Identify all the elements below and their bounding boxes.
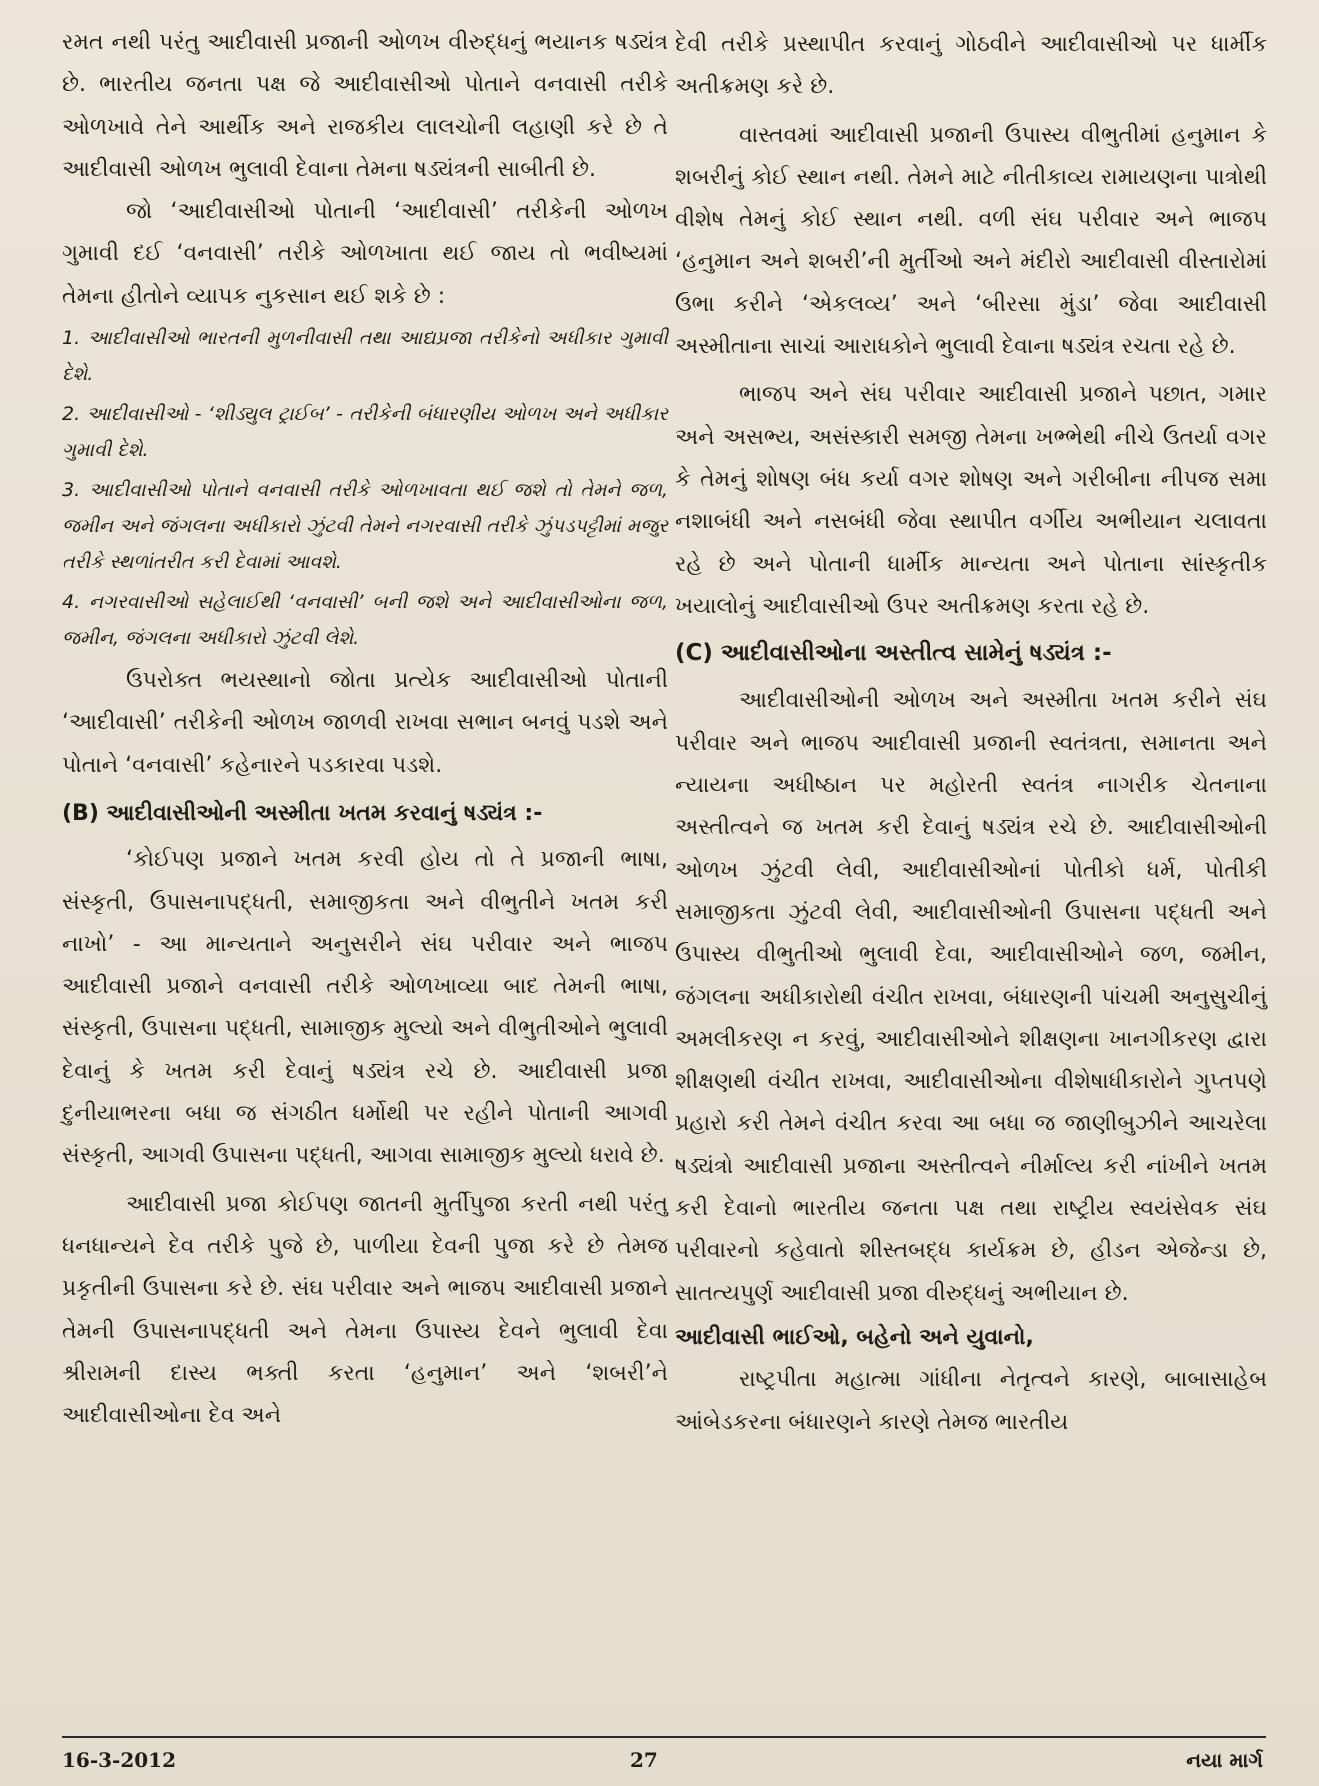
list-item: 4. નગરવાસીઓ સહેલાઈથી ‘વનવાસી’ બની જશે અને આદીવાસીઓના જળ, જમીન, જંગલના અધીકારો ઝુંટવી લેશે. (62, 591, 668, 650)
footer-date: 16-3-2012 (62, 1748, 177, 1772)
paragraph: જો ‘આદીવાસીઓ પોતાની ‘આદીવાસી’ તરીકેની ઓળખ ગુમાવી દઈ ‘વનવાસી’ તરીકે ઓળખાતા થઈ જાય તો ભવીષ્યમાં તેમના હીતોને વ્યાપક નુકસાન થઈ શકે છે : (62, 199, 668, 309)
paragraph: વાસ્તવમાં આદીવાસી પ્રજાની ઉપાસ્ય વીભુતીમાં હનુમાન કે શબરીનું કોઈ સ્થાન નથી. તેમને માટે નીતીકાવ્ય રામાયણના પાત્રોથી વીશેષ તેમનું કોઈ સ્થાન નથી. વળી સંઘ પરીવાર અને ભાજપ ‘હનુમાન અને શબરી’ની મુર્તીઓ અને મંદીરો આદીવાસી વીસ્તારોમાં ઉભા કરીને ‘એકલવ્ય’ અને ‘બીરસા મુંડા’ જેવા આદીવાસી અસ્મીતાના સાચાં આરાધકોને ભુલાવી દેવાના ષડ્યંત્ર રચતા રહે છે. (675, 122, 1267, 360)
footer-divider (62, 1736, 1266, 1738)
left-column (62, 22, 668, 1437)
paragraph: ભાજપ અને સંઘ પરીવાર આદીવાસી પ્રજાને પછાત, ગમાર અને અસભ્ય, અસંસ્કારી સમજી તેમના ખભ્ભેથી નીચે ઉતર્યા વગર કે તેમનું શોષણ બંધ કર્યા વગર શોષણ અને ગરીબીના નીપજ સમા નશાબંધી અને નસબંધી જેવા સ્થાપીત વર્ગીય અભીયાન ચલાવતા રહે છે અને પોતાની ધાર્મીક માન્યતા અને પોતાના સાંસ્કૃતીક ખયાલોનું આદીવાસીઓ ઉપર અતીક્રમણ કરતા રહે છે. (675, 382, 1267, 619)
paragraph: આદીવાસી પ્રજા કોઈપણ જાતની મુર્તીપુજા કરતી નથી પરંતુ ધનધાન્યને દેવ તરીકે પુજે છે, પાળીયા દેવની પુજા કરે છે તેમજ પ્રકૃતીની ઉપાસના કરે છે. સંઘ પરીવાર અને ભાજપ આદીવાસી પ્રજાને તેમની ઉપાસનાપદ્ધતી અને તેમના ઉપાસ્ય દેવને ભુલાવી દેવા શ્રીરામની દાસ્ય ભક્તી કરતા ‘હનુમાન’ અને ‘શબરી’ને આદીવાસીઓના દેવ અને (62, 1191, 668, 1429)
numbered-list (62, 320, 668, 656)
page-number: 27 (630, 1748, 658, 1772)
section-heading-c: (C) આદીવાસીઓના અસ્તીત્વ સામેનું ષડ્યંત્ર :- (675, 640, 1112, 667)
paragraph: રમત નથી પરંતુ આદીવાસી પ્રજાની ઓળખ વીરુદ્ધનું ભયાનક ષડ્યંત્ર છે. ભારતીય જનતા પક્ષ જે આદીવાસીઓ પોતાને વનવાસી તરીકે ઓળખાવે તેને આર્થીક અને રાજકીય લાલચોની લહાણી કરે છે તે આદીવાસી ઓળખ ભુલાવી દેવાના તેમના ષડ્યંત્રની સાબીતી છે. (62, 30, 668, 182)
right-column (675, 24, 1267, 1444)
paragraph: દેવી તરીકે પ્રસ્થાપીત કરવાનું ગોઠવીને આદીવાસીઓ પર ધાર્મીક અતીક્રમણ કરે છે. (675, 32, 1267, 100)
publication-name: નયા માર્ગ (1186, 1748, 1263, 1772)
paragraph: આદીવાસીઓની ઓળખ અને અસ્મીતા ખતમ કરીને સંઘ પરીવાર અને ભાજપ આદીવાસી પ્રજાની સ્વતંત્રતા, સમાનતા અને ન્યાયના અધીષ્ઠાન પર મહોરતી સ્વતંત્ર નાગરીક ચેતનાના અસ્તીત્વને જ ખતમ કરી દેવાનું ષડ્યંત્ર રચે છે. આદીવાસીઓની ઓળખ ઝુંટવી લેવી, આદીવાસીઓનાં પોતીકો ધર્મ, પોતીકી સમાજીકતા ઝુંટવી લેવી, આદીવાસીઓની ઉપાસના પદ્ધતી અને ઉપાસ્ય વીભુતીઓ ભુલાવી દેવા, આદીવાસીઓને જળ, જમીન, જંગલના અધીકારોથી વંચીત રાખવા, બંધારણની પાંચમી અનુસુચીનું અમલીકરણ ન કરવું, આદીવાસીઓને શીક્ષણના ખાનગીકરણ દ્વારા શીક્ષણથી વંચીત રાખવા, આદીવાસીઓના વીશેષાધીકારોને ગુપ્તપણે પ્રહારો કરી તેમને વંચીત કરવા આ બધા જ જાણીબુઝીને આચરેલા ષડ્યંત્રો આદીવાસી પ્રજાના અસ્તીત્વને નીર્માલ્ય કરી નાંખીને ખતમ કરી દેવાનો ભારતીય જનતા પક્ષ તથા રાષ્ટ્રીય સ્વયંસેવક સંઘ પરીવારનો કહેવાતો શીસ્તબદ્ધ કાર્યક્રમ છે, હીડન એજેન્ડા છે, સાતત્યપુર્ણ આદીવાસી પ્રજા વીરુદ્ધનું અભીયાન છે. (675, 688, 1267, 1306)
salutation: આદીવાસી ભાઈઓ, બહેનો અને યુવાનો, (675, 1324, 1034, 1350)
paragraph: રાષ્ટ્રપીતા મહાત્મા ગાંધીના નેતૃત્વને કારણે, બાબાસાહેબ આંબેડકરના બંધારણને કારણે તેમજ ભારતીય (675, 1367, 1267, 1435)
section-heading-b: (B) આદીવાસીઓની અસ્મીતા ખતમ કરવાનું ષડ્યંત્ર :- (62, 800, 543, 826)
list-item: 2. આદીવાસીઓ - ‘શીડ્યુલ ટ્રાઈબ’ - તરીકેની બંધારણીય ઓળખ અને અધીકાર ગુમાવી દેશે. (62, 403, 668, 462)
list-item: 3. આદીવાસીઓ પોતાને વનવાસી તરીકે ઓળખાવતા થઈ જશે તો તેમને જળ, જમીન અને જંગલના અધીકારો ઝુંટવી તેમને નગરવાસી તરીકે ઝુંપડપટ્ટીમાં મજુર તરીકે સ્થળાંતરીત કરી દેવામાં આવશે. (62, 479, 668, 574)
paragraph: ‘કોઈપણ પ્રજાને ખતમ કરવી હોય તો તે પ્રજાની ભાષા, સંસ્કૃતી, ઉપાસનાપદ્ધતી, સમાજીકતા અને વીભુતીને ખતમ કરી નાખો’ - આ માન્યતાને અનુસરીને સંઘ પરીવાર અને ભાજપ આદીવાસી પ્રજાને વનવાસી તરીકે ઓળખાવ્યા બાદ તેમની ભાષા, સંસ્કૃતી, ઉપાસના પદ્ધતી, સામાજીક મુલ્યો અને વીભુતીઓને ભુલાવી દેવાનું કે ખતમ કરી દેવાનું ષડ્યંત્ર રચે છે. આદીવાસી પ્રજા દુનીયાભરના બધા જ સંગઠીત ધર્મોથી પર રહીને પોતાની આગવી સંસ્કૃતી, આગવી ઉપાસના પદ્ધતી, આગવા સામાજીક મુલ્યો ધરાવે છે. (62, 847, 668, 1169)
list-item: 1. આદીવાસીઓ ભારતની મુળનીવાસી તથા આદ્યપ્રજા તરીકેનો અધીકાર ગુમાવી દેશે. (62, 327, 668, 386)
paragraph: ઉપરોક્ત ભયસ્થાનો જોતા પ્રત્યેક આદીવાસીઓ પોતાની ‘આદીવાસી’ તરીકેની ઓળખ જાળવી રાખવા સભાન બનવું પડશે અને પોતાને ‘વનવાસી’ કહેનારને પડકારવા પડશે. (62, 668, 668, 778)
